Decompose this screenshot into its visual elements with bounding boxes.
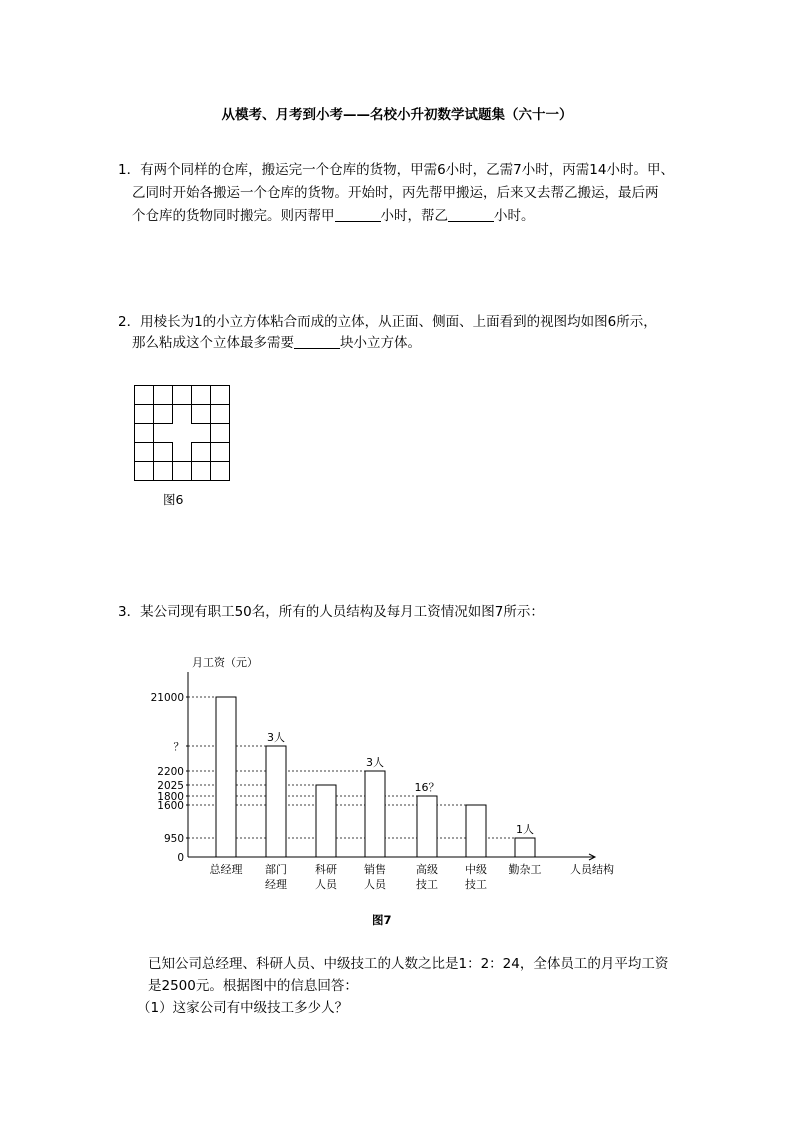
q3-text-1: 已知公司总经理、科研人员、中级技工的人数之比是1：2：24，全体员工的月平均工资 [148, 956, 669, 972]
x-tick-label: 勤杂工 [508, 863, 542, 876]
q2-line2 [132, 332, 421, 354]
bar [417, 796, 437, 857]
grid-cell [192, 386, 211, 405]
grid-cell [135, 462, 154, 481]
grid-cell [135, 386, 154, 405]
q1-line3-text-a: 个仓库的货物同时搬完。则丙帮甲 [132, 208, 335, 224]
bar-data-label: 16？ [414, 781, 440, 794]
bar [365, 771, 385, 857]
q1-line1: 1．有两个同样的仓库，搬运完一个仓库的货物，甲需6小时，乙需7小时，丙需14小时。甲、 [118, 162, 674, 178]
y-tick-label: 950 [163, 833, 184, 845]
q1-line3 [132, 205, 535, 227]
x-tick-label: 技工 [416, 878, 438, 891]
y-tick-label: 1800 [157, 791, 184, 803]
grid-cell [173, 462, 192, 481]
grid-cell [154, 443, 173, 462]
grid-cell [211, 405, 230, 424]
y-tick-label: 1600 [157, 800, 184, 812]
x-tick-label: 中级 [465, 863, 487, 876]
y-tick-label: 2200 [157, 766, 184, 778]
grid-cell [211, 386, 230, 405]
grid-cell [135, 443, 154, 462]
page-title: 从模考、月考到小考——名校小升初数学试题集（六十一） [221, 107, 573, 123]
x-tick-label: 人员 [364, 878, 386, 891]
figure-7-caption: 图7 [372, 913, 392, 927]
q2-line2-text-b: 块小立方体。 [340, 335, 421, 351]
grid-cell [135, 424, 154, 443]
grid-cell [192, 405, 211, 424]
bar [266, 746, 286, 857]
y-tick-label: ？ [173, 741, 184, 753]
figure-7-bar-chart [150, 650, 630, 895]
x-tick-label: 部门 [265, 863, 287, 876]
grid-cell [173, 386, 192, 405]
grid-cell [211, 443, 230, 462]
q3-text-2: 是2500元。根据图中的信息回答： [148, 978, 358, 994]
grid-cell [154, 462, 173, 481]
bar-data-label: 1人 [516, 823, 534, 836]
bar-data-label: 3人 [366, 756, 384, 769]
y-tick-label: 2025 [157, 780, 184, 792]
bar [466, 805, 486, 857]
bar [316, 785, 336, 857]
x-tick-label: 科研 [315, 863, 337, 876]
y-axis-label: 月工资（元） [192, 656, 258, 669]
figure-6-grid [134, 385, 234, 485]
q1-line3-text-c: 小时。 [494, 208, 535, 224]
x-tick-label: 技工 [465, 878, 487, 891]
bar-data-label: 3人 [267, 731, 285, 744]
grid-cell [211, 462, 230, 481]
grid-cell [192, 462, 211, 481]
q3-sub-question-1: （1）这家公司有中级技工多少人？ [137, 1000, 349, 1016]
grid-cell [211, 424, 230, 443]
q2-answer-blank[interactable] [294, 334, 340, 349]
x-tick-label: 总经理 [209, 863, 243, 876]
x-tick-label: 经理 [265, 878, 287, 891]
x-axis-label: 人员结构 [570, 863, 614, 876]
x-tick-label: 销售 [364, 863, 386, 876]
q1-line3-text-b: 小时，帮乙 [380, 208, 448, 224]
q1-answer-blank-2[interactable] [448, 207, 494, 222]
grid-cell [154, 405, 173, 424]
bar [216, 697, 236, 857]
q1-line2: 乙同时开始各搬运一个仓库的货物。开始时，丙先帮甲搬运，后来又去帮乙搬运，最后两 [132, 185, 659, 201]
x-tick-label: 高级 [416, 863, 438, 876]
y-tick-label: 0 [177, 852, 184, 864]
q2-line2-text-a: 那么粘成这个立体最多需要 [132, 335, 294, 351]
q2-line1: 2．用棱长为1的小立方体粘合而成的立体，从正面、侧面、上面看到的视图均如图6所示， [118, 314, 657, 330]
x-tick-label: 人员 [315, 878, 337, 891]
grid-cell [154, 386, 173, 405]
figure-6-caption: 图6 [163, 492, 184, 507]
grid-cell [192, 443, 211, 462]
bar [515, 838, 535, 857]
q3-intro: 3．某公司现有职工50名，所有的人员结构及每月工资情况如图7所示： [118, 604, 544, 620]
grid-cell [135, 405, 154, 424]
q1-answer-blank-1[interactable] [335, 207, 381, 222]
y-tick-label: 21000 [150, 692, 184, 704]
